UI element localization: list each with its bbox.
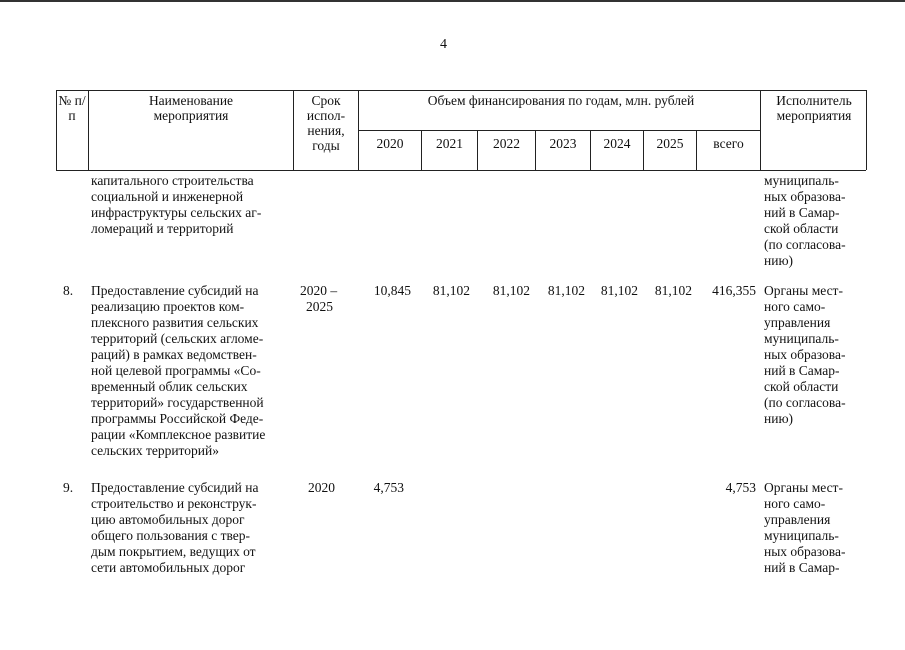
row-9-executor-line: управления [764,512,831,527]
row-8-executor-line: муниципаль- [764,331,839,346]
row-9-executor-line: ных образова- [764,544,846,559]
row-8-name-line: рации «Комплексное развитие [91,427,266,442]
row-0-executor-line: (по согласова- [764,237,846,252]
col-border-no-name [88,90,89,170]
row-0-name-line: капитального строительства [91,173,254,188]
row-8-executor-line: ных образова- [764,347,846,362]
header-year-total: всего [713,136,744,151]
row-8-term-line: 2025 [306,299,333,314]
row-8-name-line: программы Российской Феде- [91,411,264,426]
row-9-term [308,480,356,496]
row-0-executor-line: ской области [764,221,839,236]
row-8-executor [764,283,864,427]
header-executor: Исполнитель мероприятия [776,93,852,123]
header-year-2020: 2020 [376,136,404,151]
row-8-executor-line: (по согласова- [764,395,846,410]
row-8-name-line: сельских территорий» [91,443,219,458]
row-8-executor-line: Органы мест- [764,283,843,298]
row-8-name [91,283,291,459]
header-year-2023: 2023 [549,136,577,151]
header-year-2021: 2021 [436,136,463,151]
row-9-executor [764,480,864,576]
row-9-name-line: строительство и реконструк- [91,496,257,511]
row-0-executor-line: ных образова- [764,189,846,204]
header-year-2024: 2024 [603,136,631,151]
row-8-name-line: раций) в рамках ведомствен- [91,347,257,362]
row-8-value-2025: 81,102 [654,283,692,298]
header-funding: Объем финансирования по годам, млн. рублей [427,93,695,108]
row-9-name-line: дым покрытием, ведущих от [91,544,256,559]
header-name: Наименование мероприятия [148,93,234,123]
funding-table [56,90,866,650]
row-9-value-total: 4,753 [725,480,756,495]
row-8-name-line: территорий» государственной [91,395,264,410]
row-9-name [91,480,291,576]
col-border-name-term [293,90,294,170]
row-8-value-total: 416,355 [712,283,756,298]
row-8-name-line: территорий (сельских агломе- [91,331,264,346]
row-8-executor-line: управления [764,315,831,330]
row-9-name-line: общего пользования с твер- [91,528,251,543]
col-border-term-funding [358,90,359,170]
top-border-line [0,0,905,2]
row-8-name-line: Предоставление субсидий на [91,283,259,298]
row-0-executor-line: нию) [764,253,794,268]
header-term: Срок испол-нения, годы [306,93,346,153]
row-8-term [300,283,356,315]
row-9-name-line: Предоставление субсидий на [91,480,259,495]
header-no: № п/п [58,93,86,123]
row-8-number: 8. [63,283,74,298]
row-9-term-line: 2020 [308,480,335,495]
row-0-name [91,173,291,237]
row-9-number: 9. [63,480,74,495]
row-8-executor-line: ской области [764,379,839,394]
header-year-2022: 2022 [493,136,520,151]
row-8-name-line: временный облик сельских [91,379,248,394]
row-8-executor-line: ний в Самар- [764,363,840,378]
col-border-left [56,90,57,170]
row-8-executor-line: нию) [764,411,794,426]
row-0-name-line: ломераций и территорий [91,221,234,236]
row-9-value-2020: 4,753 [373,480,404,495]
row-0-executor-line: ний в Самар- [764,205,840,220]
row-0-executor-line: муниципаль- [764,173,839,188]
row-9-name-line: сети автомобильных дорог [91,560,246,575]
row-9-executor-line: ного само- [764,496,826,511]
row-9-executor-line: ний в Самар- [764,560,840,575]
row-0-name-line: инфраструктуры сельских аг- [91,205,262,220]
row-9-executor-line: Органы мест- [764,480,843,495]
header-bottom-border [56,170,866,171]
row-8-name-line: плексного развития сельских [91,315,259,330]
row-8-value-2020: 10,845 [373,283,411,298]
page-number: 4 [440,37,447,52]
row-8-value-2021: 81,102 [432,283,470,298]
row-9-name-line: цию автомобильных дорог [91,512,245,527]
col-border-right [866,90,867,170]
row-8-term-line: 2020 – [300,283,338,298]
row-9-executor-line: муниципаль- [764,528,839,543]
row-8-name-line: ной целевой программы «Со- [91,363,261,378]
row-8-value-2024: 81,102 [600,283,638,298]
header-year-2025: 2025 [656,136,684,151]
row-8-value-2022: 81,102 [492,283,530,298]
funding-subheader-divider [358,130,760,131]
table-top-border [56,90,866,91]
row-8-value-2023: 81,102 [547,283,585,298]
row-0-executor [764,173,864,269]
row-8-name-line: реализацию проектов ком- [91,299,245,314]
row-8-executor-line: ного само- [764,299,826,314]
col-border-funding-executor [760,90,761,170]
row-0-name-line: социальной и инженерной [91,189,244,204]
